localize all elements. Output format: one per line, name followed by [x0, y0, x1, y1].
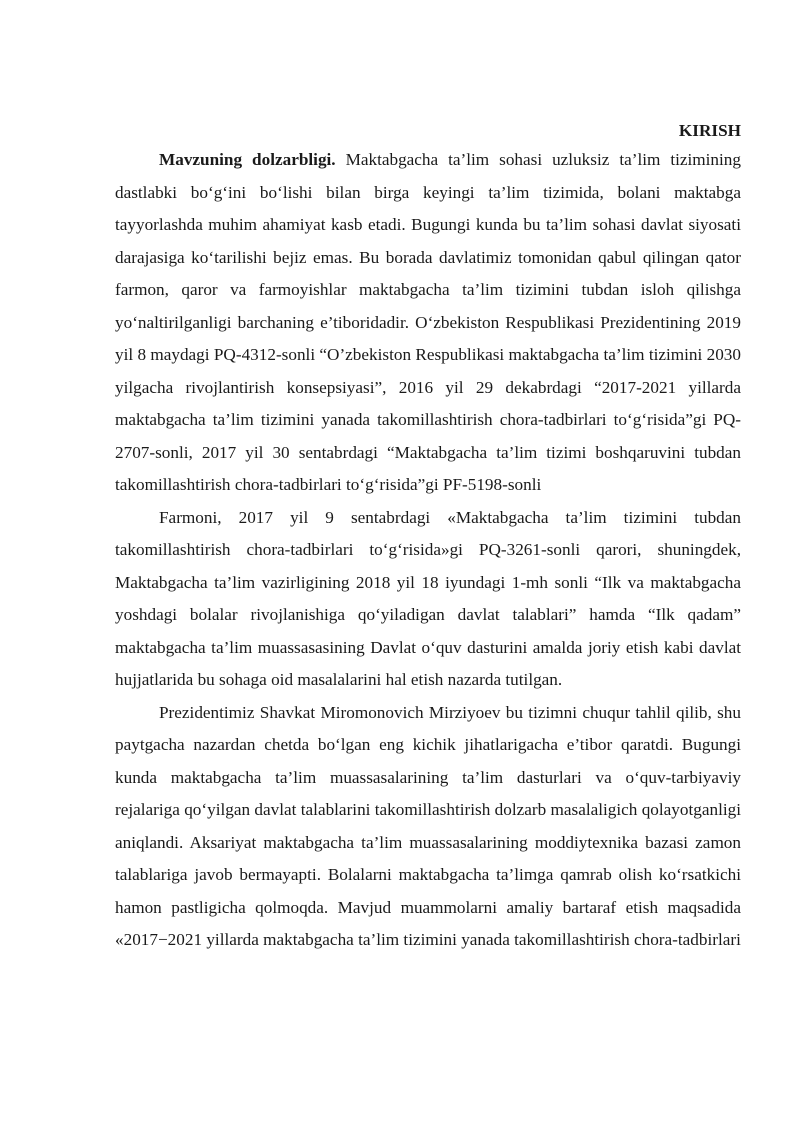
paragraph-relevance: [115, 144, 741, 502]
document-page: [115, 118, 741, 957]
paragraph-text: Farmoni, 2017 yil 9 sentabrdagi «Maktabgacha ta’lim tizimini tubdan takomillashtirish chora-tadbirlari to‘g‘risida»gi PQ-3261-sonli qarori, shuningdek, Maktabgacha ta’lim vazirligining 2018 yil 18 iyundagi 1-mh sonli “Ilk va maktabgacha yoshdagi bolalar rivojlanishiga qo‘yiladigan davlat talablari” hamda “Ilk qadam” maktabgacha ta’lim muassasasining Davlat o‘quv dasturini amalda joriy etish kabi davlat hujjatlarida bu sohaga oid masalalarini hal etish nazarda tutilgan.: [115, 507, 741, 689]
paragraph-president: [115, 697, 741, 957]
paragraph-text: Maktabgacha ta’lim sohasi uzluksiz ta’lim tizimining dastlabki bo‘g‘ini bo‘lishi bilan birga keyingi ta’lim tizimida, bolani maktabga tayyorlashda muhim ahamiyat kasb etadi. Bugungi kunda bu ta’lim sohasi davlat siyosati darajasiga ko‘tarilishi bejiz emas. Bu borada davlatimiz tomonidan qabul qilingan qator farmon, qaror va farmoyishlar maktabgacha ta’lim tizimini tubdan isloh qilishga yo‘naltirilganligi barchaning e’tiboridadir. O‘zbekiston Respublikasi Prezidentining 2019 yil 8 maydagi PQ-4312-sonli “O’zbekiston Respublikasi maktabgacha ta’lim tizimini 2030 yilgacha rivojlantirish konsepsiyasi”, 2016 yil 29 dekabrdagi “2017-2021 yillarda maktabgacha ta’lim tizimini yanada takomillashtirish chora-tadbirlari to‘g‘risida”gi PQ-2707-sonli, 2017 yil 30 sentabrdagi “Maktabgacha ta’lim tizimi boshqaruvini tubdan takomillashtirish chora-tadbirlari to‘g‘risida”gi PF-5198-sonli: [115, 150, 741, 494]
section-heading: KIRISH: [678, 121, 741, 140]
paragraph-text: Prezidentimiz Shavkat Miromonovich Mirziyoev bu tizimni chuqur tahlil qilib, shu paytgacha nazardan chetda bo‘lgan eng kichik jihatlarigacha e’tibor qaratdi. Bugungi kunda maktabgacha ta’lim muassasalarining ta’lim dasturlari va o‘quv-tarbiyaviy rejalariga qo‘yilgan davlat talablarini takomillashtirish dolzarb masalaligich qolayotganligi aniqlandi. Aksariyat maktabgacha ta’lim muassasalarining moddiytexnika bazasi zamon talablariga javob bermayapti. Bolalarni maktabgacha ta’limga qamrab olish ko‘rsatkichi hamon pastligicha qolmoqda. Mavjud muammolarni amaliy bartaraf etish maqsadida «2017−2021 yillarda maktabgacha ta’lim tizimini yanada takomillashtirish chora-tadbirlari: [115, 702, 741, 949]
paragraph-decrees: [115, 502, 741, 697]
paragraph-lead-title: Mavzuning dolzarbligi.: [159, 150, 336, 169]
